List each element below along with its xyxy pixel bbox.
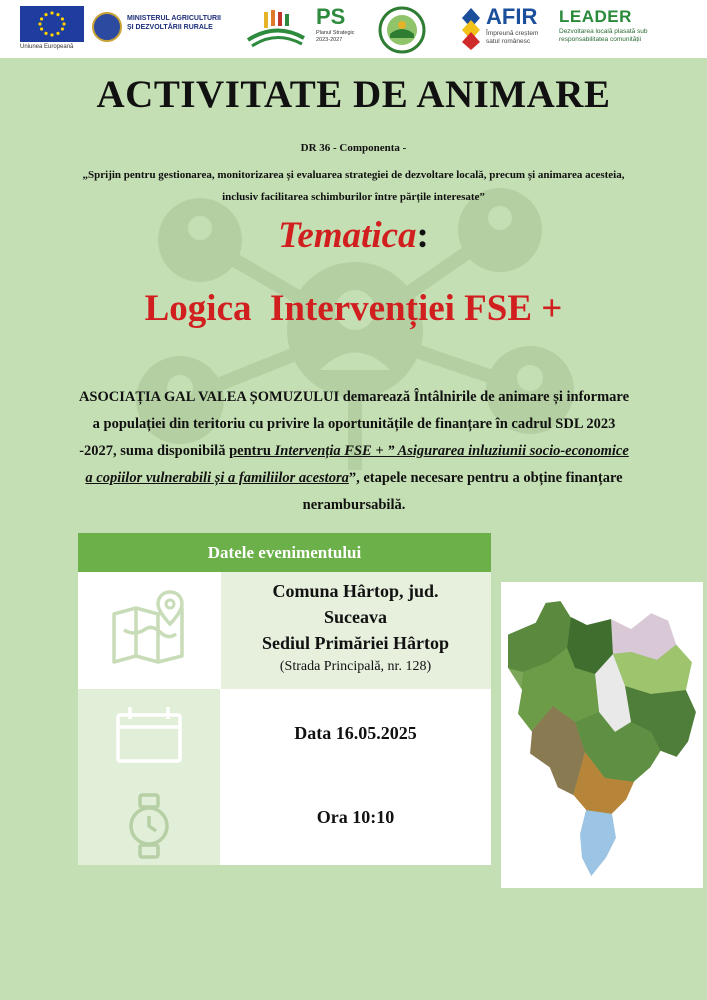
afir-logo-text: AFIR xyxy=(486,4,538,29)
calendar-icon xyxy=(78,689,220,787)
event-details-table xyxy=(78,533,491,865)
ps-wheat-logo xyxy=(244,8,308,48)
page-title: ACTIVITATE DE ANIMARE xyxy=(96,73,611,116)
ps-logo-text: PS xyxy=(316,4,346,29)
location-line: Suceava xyxy=(324,607,387,627)
table-divider xyxy=(220,572,221,865)
territory-map-image xyxy=(501,582,703,888)
afir-caption: Împreună creștem satul românesc xyxy=(486,30,539,45)
theme-label: Tematica: xyxy=(278,215,429,256)
calendar-icon-cell xyxy=(78,689,220,787)
measure-code: DR 36 - Componenta - xyxy=(300,142,407,154)
event-time: Ora 10:10 xyxy=(316,807,395,827)
theme-subject: Logica Intervenției FSE + xyxy=(144,288,563,329)
measure-description: „Sprijin pentru gestionarea, monitorizarea și evaluarea strategiei de dezvoltare locală, precum și animarea acesteia, inclusiv facilitarea schimburilor între părțile interesate” xyxy=(82,169,625,203)
location-cell xyxy=(220,572,491,689)
event-date: Data 16.05.2025 xyxy=(294,723,417,743)
logo-bar xyxy=(0,0,707,58)
location-line: Sediul Primăriei Hârtop xyxy=(262,633,449,653)
clock-icon-cell xyxy=(78,787,220,865)
ministry-name: MINISTERUL AGRICULTURII ȘI DEZVOLTĂRII RURALE xyxy=(127,15,221,31)
gal-seal-logo xyxy=(378,6,426,54)
eu-caption: Uniunea Europeană xyxy=(20,44,74,50)
ps-caption: Planul Strategic 2023-2027 xyxy=(316,30,355,43)
eu-flag-logo xyxy=(20,6,84,42)
location-address: (Strada Principală, nr. 128) xyxy=(279,659,432,674)
territory-map-collage xyxy=(501,582,703,888)
event-table-header: Datele evenimentului xyxy=(78,533,491,572)
location-icon-cell xyxy=(78,572,220,689)
leader-logo-text: LEADER xyxy=(559,7,632,26)
date-cell xyxy=(220,689,491,787)
leader-caption: Dezvoltarea locală plasată sub responsabilitatea comunității xyxy=(559,28,648,43)
map-location-icon xyxy=(78,572,220,689)
time-cell xyxy=(220,787,491,865)
location-line: Comuna Hârtop, jud. xyxy=(272,581,439,601)
ministry-seal-logo xyxy=(92,12,122,42)
wristwatch-icon xyxy=(78,787,220,865)
announcement-paragraph: ASOCIAȚIA GAL VALEA ȘOMUZULUI demarează Întâlnirile de animare și informare a populației din teritoriu cu privire la oportunitățile de finanțare în cadrul SDL 2023 -2027, suma disponibilă pentru Intervenția FSE + ” Asigurarea inluziunii socio-economice a copiilor vulnerabili și a familiilor acestora”, etapele necesare pentru a obține finanțare nerambursabilă. xyxy=(78,389,630,513)
afir-flag-logo xyxy=(460,6,482,50)
